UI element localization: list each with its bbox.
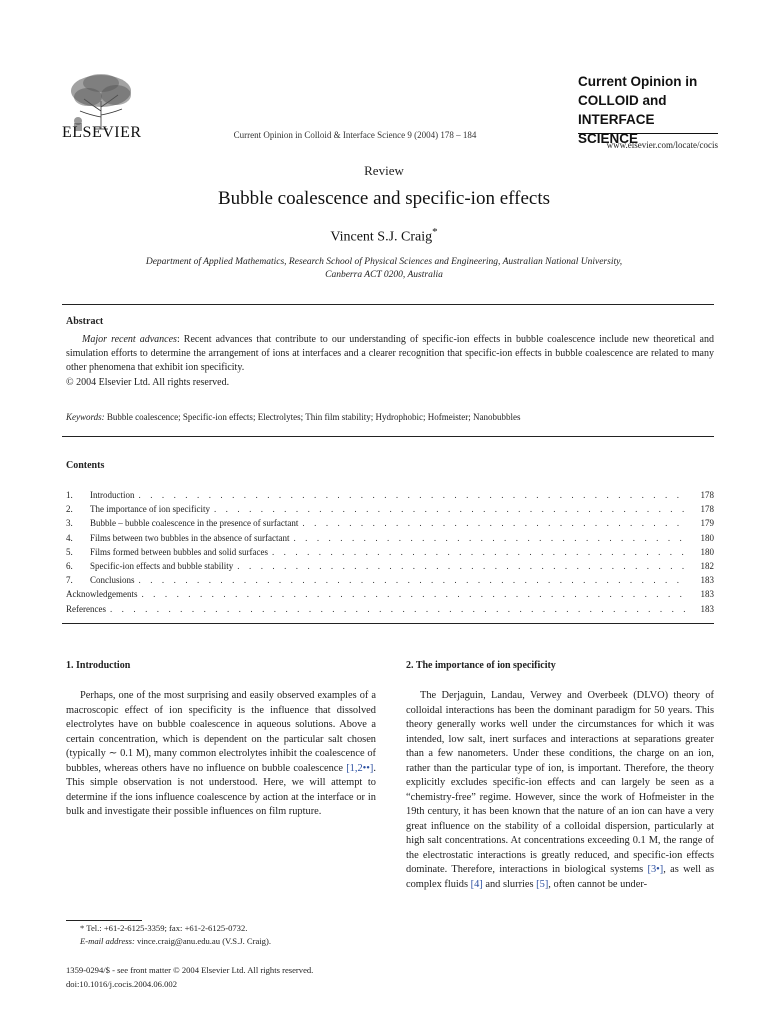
toc-item[interactable] [66, 545, 714, 559]
front-matter [66, 963, 386, 991]
toc-title: Introduction [90, 490, 135, 500]
toc-page: 178 [700, 504, 714, 515]
section-1-heading: 1. Introduction [66, 660, 131, 671]
toc-leader [293, 531, 688, 545]
toc-page: 178 [700, 490, 714, 500]
keywords [66, 412, 714, 422]
toc-item[interactable] [66, 488, 714, 502]
section-2-text: , as well as complex fluids [406, 864, 714, 890]
section-1-text: Perhaps, one of the most surprising and easily observed examples of a macroscopic effect of ion specificity is the influence that dissolved electrolytes have on bubble coalescence in aqueous solutions. Above a certain concentration, which is dependent on the particular salt chosen (typically ∼ 0.1 M), many common electrolytes inhibit the coalescence of bubbles, whereas others have no influence on bubble coalescence [66, 690, 376, 774]
author-name: Vincent S.J. Craig [330, 229, 433, 245]
toc-item[interactable] [66, 502, 714, 516]
affiliation [110, 256, 658, 282]
author-footnote [66, 922, 376, 948]
divider-top [62, 304, 714, 305]
footnote-contact: * Tel.: +61-2-6125-3359; fax: +61-2-6125-0732. [80, 923, 248, 933]
journal-citation: Current Opinion in Colloid & Interface Science 9 (2004) 178 – 184 [233, 130, 477, 140]
toc-title: Specific-ion effects and bubble stability [90, 560, 234, 571]
toc-number: 2. [66, 504, 73, 515]
abstract-body [66, 333, 714, 390]
citation-link[interactable]: [1,2••] [346, 762, 374, 774]
abstract-paragraph [66, 333, 714, 376]
section-1-paragraph [66, 689, 376, 820]
toc-title: The importance of ion specificity [90, 504, 210, 515]
article-type: Review [364, 163, 404, 178]
section-2-text: , often cannot be under- [548, 878, 648, 890]
toc-page: 180 [700, 546, 714, 557]
toc-leader [272, 545, 688, 559]
author-line [0, 226, 768, 246]
citation-link[interactable]: [5] [536, 878, 549, 890]
toc-number: 5. [66, 546, 73, 557]
toc-leader [214, 502, 688, 516]
footnote-email-line [66, 935, 376, 948]
footnote-email-label: E-mail address: [80, 936, 135, 946]
toc-item[interactable] [66, 587, 714, 601]
abstract-lead: Major recent advances [82, 334, 177, 345]
toc-item[interactable] [66, 602, 714, 616]
toc-leader [141, 587, 688, 601]
brand-divider [578, 133, 718, 134]
affiliation-line-2: Canberra ACT 0200, Australia [325, 270, 443, 280]
journal-brand [578, 72, 718, 148]
affiliation-line-1: Department of Applied Mathematics, Research School of Physical Sciences and Engineering, Australian National University, [145, 257, 623, 267]
journal-name-line-2: COLLOID and [578, 93, 667, 108]
keywords-label: Keywords: [66, 412, 105, 422]
toc-item[interactable] [66, 573, 714, 587]
divider-abstract [62, 436, 714, 437]
toc-title: References [66, 603, 106, 614]
citation-link[interactable]: [3•] [647, 864, 664, 875]
toc-item[interactable] [66, 516, 714, 530]
abstract-copyright: © 2004 Elsevier Ltd. All rights reserved. [66, 376, 230, 388]
journal-url[interactable]: www.elsevier.com/locate/cocis [606, 140, 718, 150]
section-2-body [406, 689, 714, 892]
toc-item[interactable] [66, 531, 714, 545]
journal-name-line-3: INTERFACE SCIENCE [578, 112, 655, 146]
table-of-contents [66, 488, 714, 616]
abstract-heading: Abstract [66, 316, 104, 327]
section-2-text: The Derjaguin, Landau, Verwey and Overbeek (DLVO) theory of colloidal interactions has been the dominant paradigm for 50 years. This theory generally works well under the circumstances for which it was intended, low salt, inert surfaces and interactions at separations greater than a few nanometers. Under these conditions, the charge on an ion, rather than the particular type of ion, is important. Therefore, the theory explicitly excludes specific-ion effects and can largely be seen as a “chemistry-free” regime. However, since the work of Hofmeister in the 19th century, it has been known that the nature of an ion can have a very great influence on the stability of a colloidal dispersion, particularly at high salt concentrations. At concentrations exceeding 0.1 M, the range of the electrostatic interactions is greatly reduced, and specific-ion effects dominate. Therefore, interactions in biological systems [406, 690, 714, 875]
toc-page: 183 [700, 589, 714, 600]
toc-title: Films between two bubbles in the absence of surfactant [90, 532, 290, 543]
toc-page: 183 [700, 603, 714, 614]
toc-title: Acknowledgements [66, 589, 138, 600]
toc-number: 3. [66, 518, 73, 529]
article-title: Bubble coalescence and specific-ion effects [218, 188, 550, 209]
toc-title: Conclusions [90, 575, 135, 586]
keywords-list: Bubble coalescence; Specific-ion effects; Electrolytes; Thin film stability; Hydrophobic; Hofmeister; Nanobubbles [106, 412, 521, 422]
toc-page: 179 [700, 518, 714, 529]
footnote-email[interactable]: vince.craig@anu.edu.au (V.S.J. Craig). [134, 936, 271, 946]
section-1-text-end: . This simple observation is not understood. Here, we will attempt to determine if the ions influence coalescence by action at the interface or in bulk and investigate their possible influences on film rupture. [66, 762, 376, 817]
abstract-text: : Recent advances that contribute to our understanding of specific-ion effects in bubble coalescence include new theoretical and simulation efforts to determine the arrangement of ions at interfaces and a clearer recognition that specific-ion effects in bubble coalescence are related to many other phenomena that exhibit ion specificity. [66, 334, 714, 374]
section-2-text: and slurries [482, 878, 537, 890]
toc-number: 1. [66, 490, 73, 500]
contents-heading: Contents [66, 460, 105, 471]
publisher-name: ELSEVIER [62, 124, 142, 141]
section-2-paragraph [406, 689, 714, 892]
toc-leader [237, 559, 688, 573]
section-2-heading: 2. The importance of ion specificity [406, 660, 556, 671]
toc-title: Films formed between bubbles and solid surfaces [90, 546, 268, 557]
divider-contents [62, 623, 714, 624]
toc-leader [110, 602, 688, 616]
toc-page: 183 [700, 575, 714, 586]
toc-title: Bubble – bubble coalescence in the presence of surfactant [90, 518, 299, 529]
citation-link[interactable]: [4] [470, 878, 483, 890]
section-1-body [66, 689, 376, 820]
toc-leader [139, 488, 689, 502]
author-footnote-mark[interactable]: * [432, 226, 438, 238]
doi-line[interactable]: doi:10.1016/j.cocis.2004.06.002 [66, 979, 177, 989]
toc-page: 180 [700, 532, 714, 543]
toc-page: 182 [700, 560, 714, 571]
toc-number: 4. [66, 532, 73, 543]
toc-number: 6. [66, 560, 73, 571]
footnote-rule [66, 920, 142, 921]
toc-number: 7. [66, 575, 73, 586]
toc-leader [139, 573, 688, 587]
toc-leader [302, 516, 688, 530]
issn-line: 1359-0294/$ - see front matter © 2004 Elsevier Ltd. All rights reserved. [66, 965, 314, 975]
toc-item[interactable] [66, 559, 714, 573]
journal-name-line-1: Current Opinion in [578, 74, 698, 89]
